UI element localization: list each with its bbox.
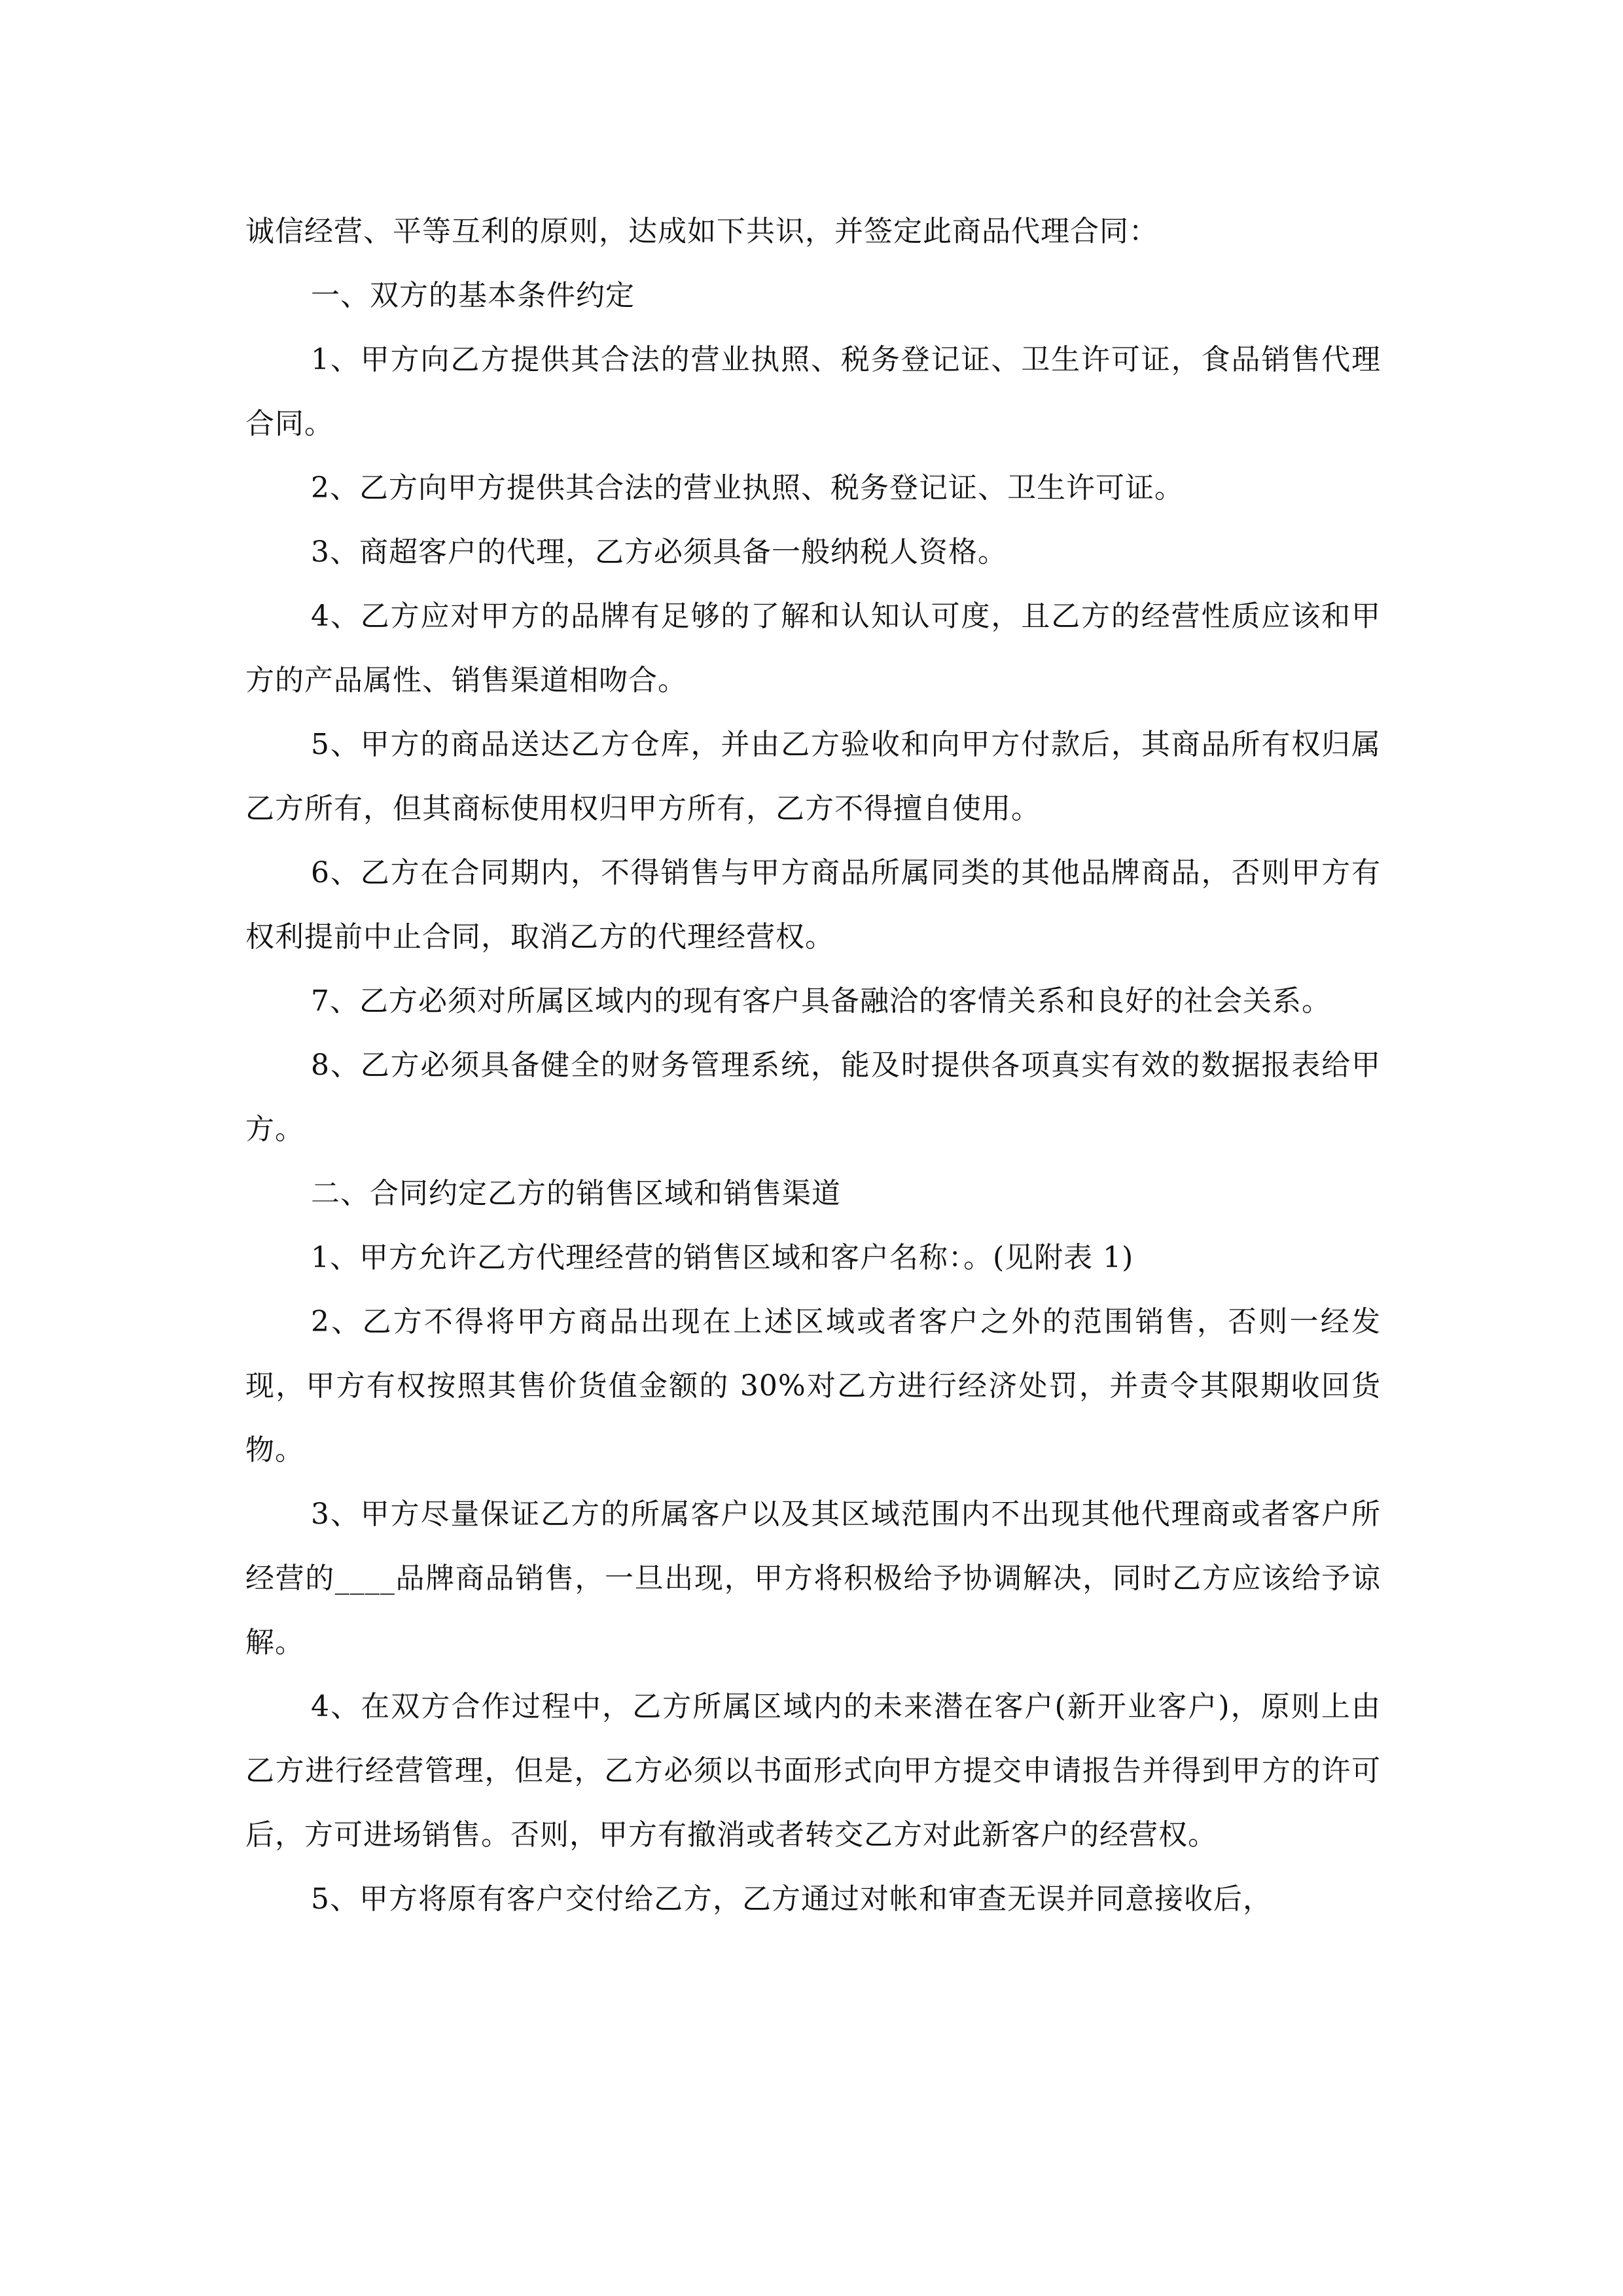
clause-1-7: 7、乙方必须对所属区域内的现有客户具备融洽的客情关系和良好的社会关系。 xyxy=(311,984,1331,1018)
section-heading-basic-conditions: 一、双方的基本条件约定 xyxy=(311,279,635,312)
clause-1-6: 6、乙方在合同期内，不得销售与甲方商品所属同类的其他品牌商品，否则甲方有权利提前中止合同，取消乙方的代理经营权。 xyxy=(245,856,1381,954)
paragraph-intro: 诚信经营、平等互利的原则，达成如下共识，并签定此商品代理合同： xyxy=(245,215,1158,248)
clause-2-1: 1、甲方允许乙方代理经营的销售区域和客户名称：。(见附表 1) xyxy=(311,1241,1134,1274)
clause-1-8: 8、乙方必须具备健全的财务管理系统，能及时提供各项真实有效的数据报表给甲方。 xyxy=(245,1049,1381,1146)
section-heading-sales-area: 二、合同约定乙方的销售区域和销售渠道 xyxy=(311,1177,841,1210)
clause-1-2: 2、乙方向甲方提供其合法的营业执照、税务登记证、卫生许可证。 xyxy=(311,471,1184,505)
clause-1-5: 5、甲方的商品送达乙方仓库，并由乙方验收和向甲方付款后，其商品所有权归属乙方所有，但其商标使用权归甲方所有，乙方不得擅自使用。 xyxy=(245,728,1381,825)
clause-1-3: 3、商超客户的代理，乙方必须具备一般纳税人资格。 xyxy=(311,535,1007,569)
clause-2-4: 4、在双方合作过程中，乙方所属区域内的未来潜在客户(新开业客户)，原则上由乙方进行经营管理，但是，乙方必须以书面形式向甲方提交申请报告并得到甲方的许可后，方可进场销售。否则，甲方有撤消或者转交乙方对此新客户的经营权。 xyxy=(245,1690,1381,1852)
clause-1-1: 1、甲方向乙方提供其合法的营业执照、税务登记证、卫生许可证，食品销售代理合同。 xyxy=(245,343,1381,440)
clause-2-3: 3、甲方尽量保证乙方的所属客户以及其区域范围内不出现其他代理商或者客户所经营的____品牌商品销售，一旦出现，甲方将积极给予协调解决，同时乙方应该给予谅解。 xyxy=(245,1498,1381,1659)
clause-2-5: 5、甲方将原有客户交付给乙方，乙方通过对帐和审查无误并同意接收后， xyxy=(311,1882,1272,1916)
clause-2-2: 2、乙方不得将甲方商品出现在上述区域或者客户之外的范围销售，否则一经发现，甲方有权按照其售价货值金额的 30%对乙方进行经济处罚，并责令其限期收回货物。 xyxy=(245,1305,1381,1467)
clause-1-4: 4、乙方应对甲方的品牌有足够的了解和认知认可度，且乙方的经营性质应该和甲方的产品属性、销售渠道相吻合。 xyxy=(245,600,1381,697)
document-body xyxy=(245,200,1381,1931)
